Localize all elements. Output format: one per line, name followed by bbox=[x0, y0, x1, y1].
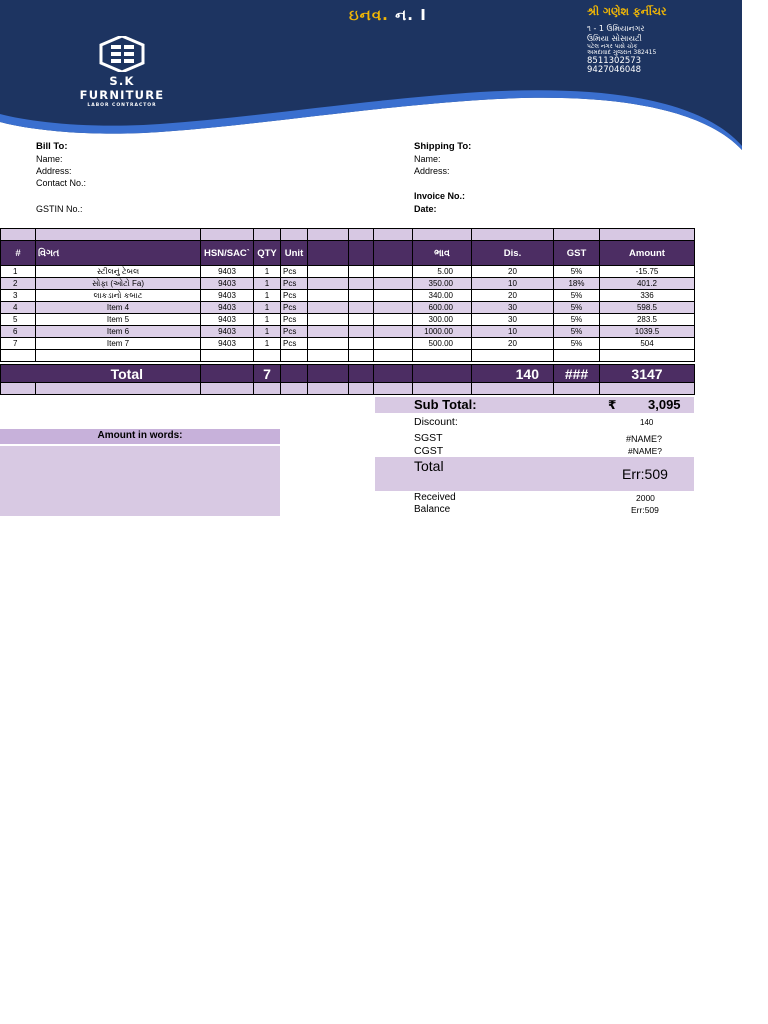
row-gst: 5% bbox=[554, 266, 600, 278]
col-hsn-header: HSN/SAC` bbox=[201, 241, 254, 266]
row-qty: 1 bbox=[254, 302, 281, 314]
row-dis: 30 bbox=[472, 314, 554, 326]
row-item: Item 4 bbox=[36, 302, 201, 314]
bill-to-heading: Bill To: bbox=[36, 141, 68, 152]
table-row bbox=[1, 302, 695, 314]
row-amount: 401.2 bbox=[600, 278, 695, 290]
shipping-to-heading: Shipping To: bbox=[414, 141, 472, 152]
invoice-no-label: Invoice No.: bbox=[414, 191, 466, 201]
row-gst: 5% bbox=[554, 302, 600, 314]
table-row bbox=[1, 278, 695, 290]
col-qty-header: QTY bbox=[254, 241, 281, 266]
table-row bbox=[1, 290, 695, 302]
row-unit: Pcs bbox=[281, 290, 308, 302]
invoice-title bbox=[349, 6, 427, 24]
row-amount: 1039.5 bbox=[600, 326, 695, 338]
brand-name: S.K FURNITURE bbox=[79, 74, 165, 102]
total-qty: 7 bbox=[254, 365, 281, 383]
balance-value: Err:509 bbox=[631, 505, 659, 515]
row-dis: 20 bbox=[472, 290, 554, 302]
col-amount-header: Amount bbox=[600, 241, 695, 266]
sk-logo-icon bbox=[99, 36, 145, 72]
col-unit-header: Unit bbox=[281, 241, 308, 266]
sgst-label: SGST bbox=[414, 432, 443, 444]
company-address-1: ૧ - 1 ઉમિયાનગર bbox=[587, 24, 645, 33]
row-amount: 598.5 bbox=[600, 302, 695, 314]
total-gst: ### bbox=[554, 365, 600, 383]
row-amount: 336 bbox=[600, 290, 695, 302]
row-unit: Pcs bbox=[281, 314, 308, 326]
table-row bbox=[1, 314, 695, 326]
row-qty: 1 bbox=[254, 314, 281, 326]
grand-total-value: Err:509 bbox=[622, 466, 668, 482]
table-row bbox=[1, 266, 695, 278]
row-hsn: 9403 bbox=[201, 314, 254, 326]
row-num: 7 bbox=[1, 338, 36, 350]
table-header-row bbox=[1, 241, 695, 266]
balance-label: Balance bbox=[414, 504, 451, 515]
date-label: Date: bbox=[414, 204, 437, 214]
invoice-number-mark: ન. I bbox=[395, 6, 427, 24]
row-qty: 1 bbox=[254, 278, 281, 290]
col-rate-header: ભાવ bbox=[413, 241, 472, 266]
col-item-header: વિગત bbox=[36, 241, 201, 266]
table-row bbox=[1, 338, 695, 350]
bill-to-gstin-label: GSTIN No.: bbox=[36, 204, 83, 214]
col-dis-header: Dis. bbox=[472, 241, 554, 266]
row-num: 1 bbox=[1, 266, 36, 278]
row-rate: 1000.00 bbox=[413, 326, 472, 338]
table-blank-row bbox=[1, 350, 695, 362]
row-num: 3 bbox=[1, 290, 36, 302]
row-item: સોફા (ઓટો Fa) bbox=[36, 278, 201, 290]
row-unit: Pcs bbox=[281, 326, 308, 338]
row-dis: 30 bbox=[472, 302, 554, 314]
phone-2: 9427046048 bbox=[587, 65, 642, 75]
subtotal-value: 3,095 bbox=[648, 397, 681, 412]
row-unit: Pcs bbox=[281, 278, 308, 290]
discount-value: 140 bbox=[640, 418, 654, 427]
row-num: 4 bbox=[1, 302, 36, 314]
bill-to-name-label: Name: bbox=[36, 154, 63, 164]
row-rate: 600.00 bbox=[413, 302, 472, 314]
row-gst: 5% bbox=[554, 326, 600, 338]
table-bottom-band bbox=[1, 383, 695, 395]
col-num-header: # bbox=[1, 241, 36, 266]
row-hsn: 9403 bbox=[201, 266, 254, 278]
company-address-3: પટેલ નગર પાસે ચોક bbox=[587, 43, 638, 50]
row-rate: 350.00 bbox=[413, 278, 472, 290]
row-rate: 340.00 bbox=[413, 290, 472, 302]
row-num: 6 bbox=[1, 326, 36, 338]
shipping-address-label: Address: bbox=[414, 166, 450, 176]
cgst-value: #NAME? bbox=[628, 446, 663, 456]
row-item: Item 7 bbox=[36, 338, 201, 350]
brand-tagline: LABOR CONTRACTOR bbox=[87, 103, 157, 108]
row-qty: 1 bbox=[254, 266, 281, 278]
row-dis: 10 bbox=[472, 278, 554, 290]
row-qty: 1 bbox=[254, 290, 281, 302]
cgst-label: CGST bbox=[414, 445, 444, 457]
phone-1: 8511302573 bbox=[587, 56, 642, 66]
discount-label: Discount: bbox=[414, 416, 458, 428]
company-address-4: અમદાવાદ ગુજરાત 382415 bbox=[587, 49, 657, 56]
row-qty: 1 bbox=[254, 338, 281, 350]
rupee-symbol: ₹ bbox=[608, 398, 617, 412]
row-item: સ્ટીલનું ટેબલ bbox=[36, 266, 201, 278]
row-hsn: 9403 bbox=[201, 302, 254, 314]
row-num: 5 bbox=[1, 314, 36, 326]
row-item: Item 6 bbox=[36, 326, 201, 338]
table-top-band bbox=[1, 229, 695, 241]
row-unit: Pcs bbox=[281, 338, 308, 350]
row-dis: 20 bbox=[472, 266, 554, 278]
row-unit: Pcs bbox=[281, 266, 308, 278]
row-rate: 5.00 bbox=[413, 266, 472, 278]
row-amount: -15.75 bbox=[600, 266, 695, 278]
row-gst: 5% bbox=[554, 314, 600, 326]
row-amount: 283.5 bbox=[600, 314, 695, 326]
col-gst-header: GST bbox=[554, 241, 600, 266]
table-total-row bbox=[1, 365, 695, 383]
row-unit: Pcs bbox=[281, 302, 308, 314]
row-rate: 500.00 bbox=[413, 338, 472, 350]
shipping-name-label: Name: bbox=[414, 154, 441, 164]
company-name: શ્રી ગણેશ ફર્નીચર bbox=[587, 5, 667, 18]
bill-to-address-label: Address: bbox=[36, 166, 72, 176]
total-amount: 3147 bbox=[600, 365, 695, 383]
row-item: લાકડાનો કબાટ bbox=[36, 290, 201, 302]
row-num: 2 bbox=[1, 278, 36, 290]
amount-in-words-box bbox=[0, 446, 280, 516]
grand-total-label: Total bbox=[414, 458, 444, 474]
row-rate: 300.00 bbox=[413, 314, 472, 326]
row-gst: 18% bbox=[554, 278, 600, 290]
received-label: Received bbox=[414, 492, 456, 503]
bill-to-contact-label: Contact No.: bbox=[36, 178, 87, 188]
subtotal-label: Sub Total: bbox=[414, 397, 477, 412]
row-hsn: 9403 bbox=[201, 326, 254, 338]
amount-in-words-label: Amount in words: bbox=[0, 429, 280, 444]
company-logo bbox=[66, 36, 178, 108]
company-address-2: ઉમિયા સોસાયટી bbox=[587, 34, 642, 43]
sgst-value: #NAME? bbox=[626, 434, 663, 444]
row-dis: 10 bbox=[472, 326, 554, 338]
item-rows bbox=[1, 266, 695, 350]
invoice-title-text: ઇનવ. bbox=[349, 6, 389, 24]
row-hsn: 9403 bbox=[201, 290, 254, 302]
row-qty: 1 bbox=[254, 326, 281, 338]
row-hsn: 9403 bbox=[201, 338, 254, 350]
items-table bbox=[0, 228, 695, 395]
total-dis: 140 bbox=[472, 365, 554, 383]
row-item: Item 5 bbox=[36, 314, 201, 326]
row-amount: 504 bbox=[600, 338, 695, 350]
received-value: 2000 bbox=[636, 493, 655, 503]
row-hsn: 9403 bbox=[201, 278, 254, 290]
row-gst: 5% bbox=[554, 338, 600, 350]
row-dis: 20 bbox=[472, 338, 554, 350]
table-row bbox=[1, 326, 695, 338]
total-label: Total bbox=[1, 365, 201, 383]
row-gst: 5% bbox=[554, 290, 600, 302]
